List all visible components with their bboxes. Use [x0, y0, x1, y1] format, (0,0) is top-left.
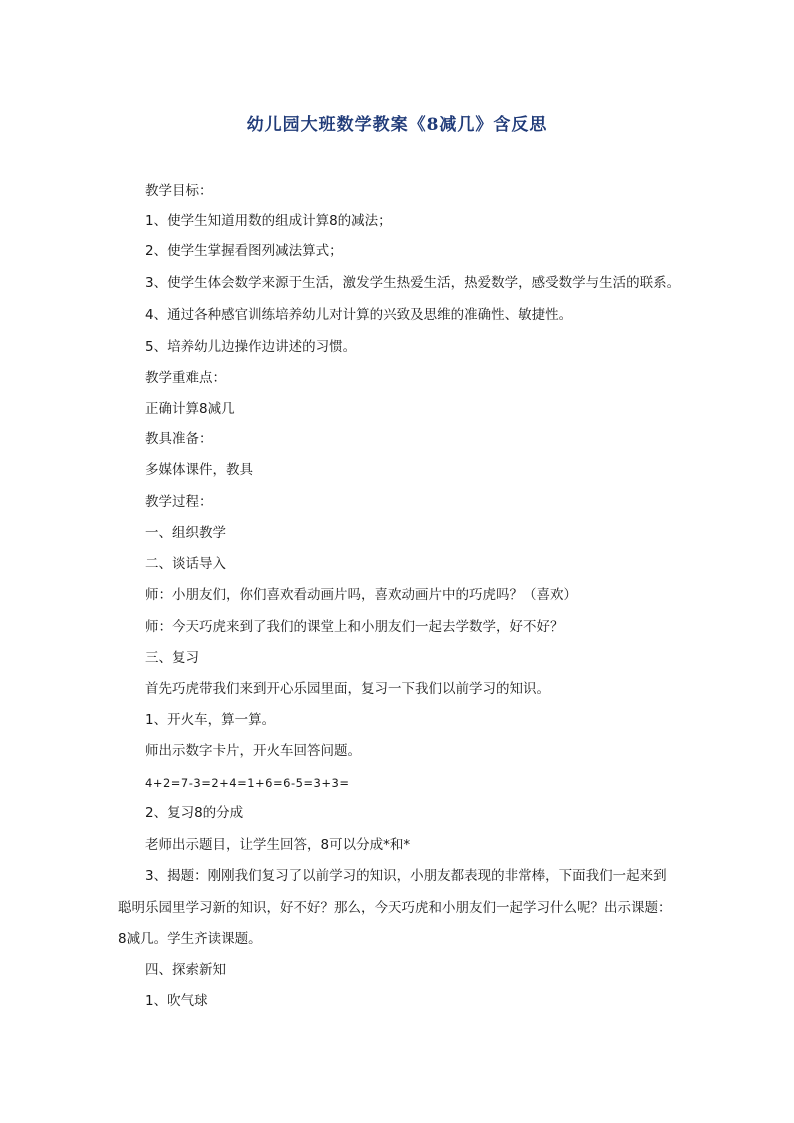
text-line: 师出示数字卡片，开火车回答问题。: [145, 743, 361, 759]
text-line: 2、使学生掌握看图列减法算式；: [145, 243, 343, 259]
text-line: 一、组织教学: [145, 525, 226, 541]
text-line: 三、复习: [145, 650, 199, 666]
text-line: 1、吹气球: [145, 993, 208, 1009]
text-line: 3、揭题：刚刚我们复习了以前学习的知识，小朋友都表现的非常棒，下面我们一起来到: [145, 868, 667, 884]
text-line: 3、使学生体会数学来源于生活，激发学生热爱生活，热爱数学，感受数学与生活的联系。: [145, 275, 681, 291]
text-line: 教学重难点：: [145, 370, 226, 386]
text-line: 师：小朋友们，你们喜欢看动画片吗，喜欢动画片中的巧虎吗？（喜欢）: [145, 587, 577, 603]
text-line: 5、培养幼儿边操作边讲述的习惯。: [145, 339, 357, 355]
text-line: 4+2=7-3=2+4=1+6=6-5=3+3=: [145, 776, 350, 790]
text-line: 二、谈话导入: [145, 556, 226, 572]
text-line: 四、探索新知: [145, 962, 226, 978]
text-line: 教学过程：: [145, 494, 213, 510]
text-line: 4、通过各种感官训练培养幼儿对计算的兴致及思维的准确性、敏捷性。: [145, 307, 573, 323]
text-line: 教学目标：: [145, 183, 213, 199]
text-line: 老师出示题目，让学生回答，8可以分成*和*: [145, 837, 411, 853]
document-title: 幼儿园大班数学教案《8减几》含反思: [246, 115, 548, 135]
text-line: 师：今天巧虎来到了我们的课堂上和小朋友们一起去学数学，好不好？: [145, 619, 564, 635]
text-line: 正确计算8减几: [145, 401, 235, 417]
text-line: 教具准备：: [145, 431, 213, 447]
text-line: 2、复习8的分成: [145, 805, 244, 821]
text-line: 1、使学生知道用数的组成计算8的减法；: [145, 213, 392, 229]
text-line: 多媒体课件，教具: [145, 462, 253, 478]
text-line: 1、开火车，算一算。: [145, 712, 276, 728]
text-line: 聪明乐园里学习新的知识，好不好？那么，今天巧虎和小朋友们一起学习什么呢？出示课题：: [118, 900, 672, 916]
text-line: 首先巧虎带我们来到开心乐园里面，复习一下我们以前学习的知识。: [145, 681, 550, 697]
text-line: 8减几。学生齐读课题。: [118, 931, 262, 947]
